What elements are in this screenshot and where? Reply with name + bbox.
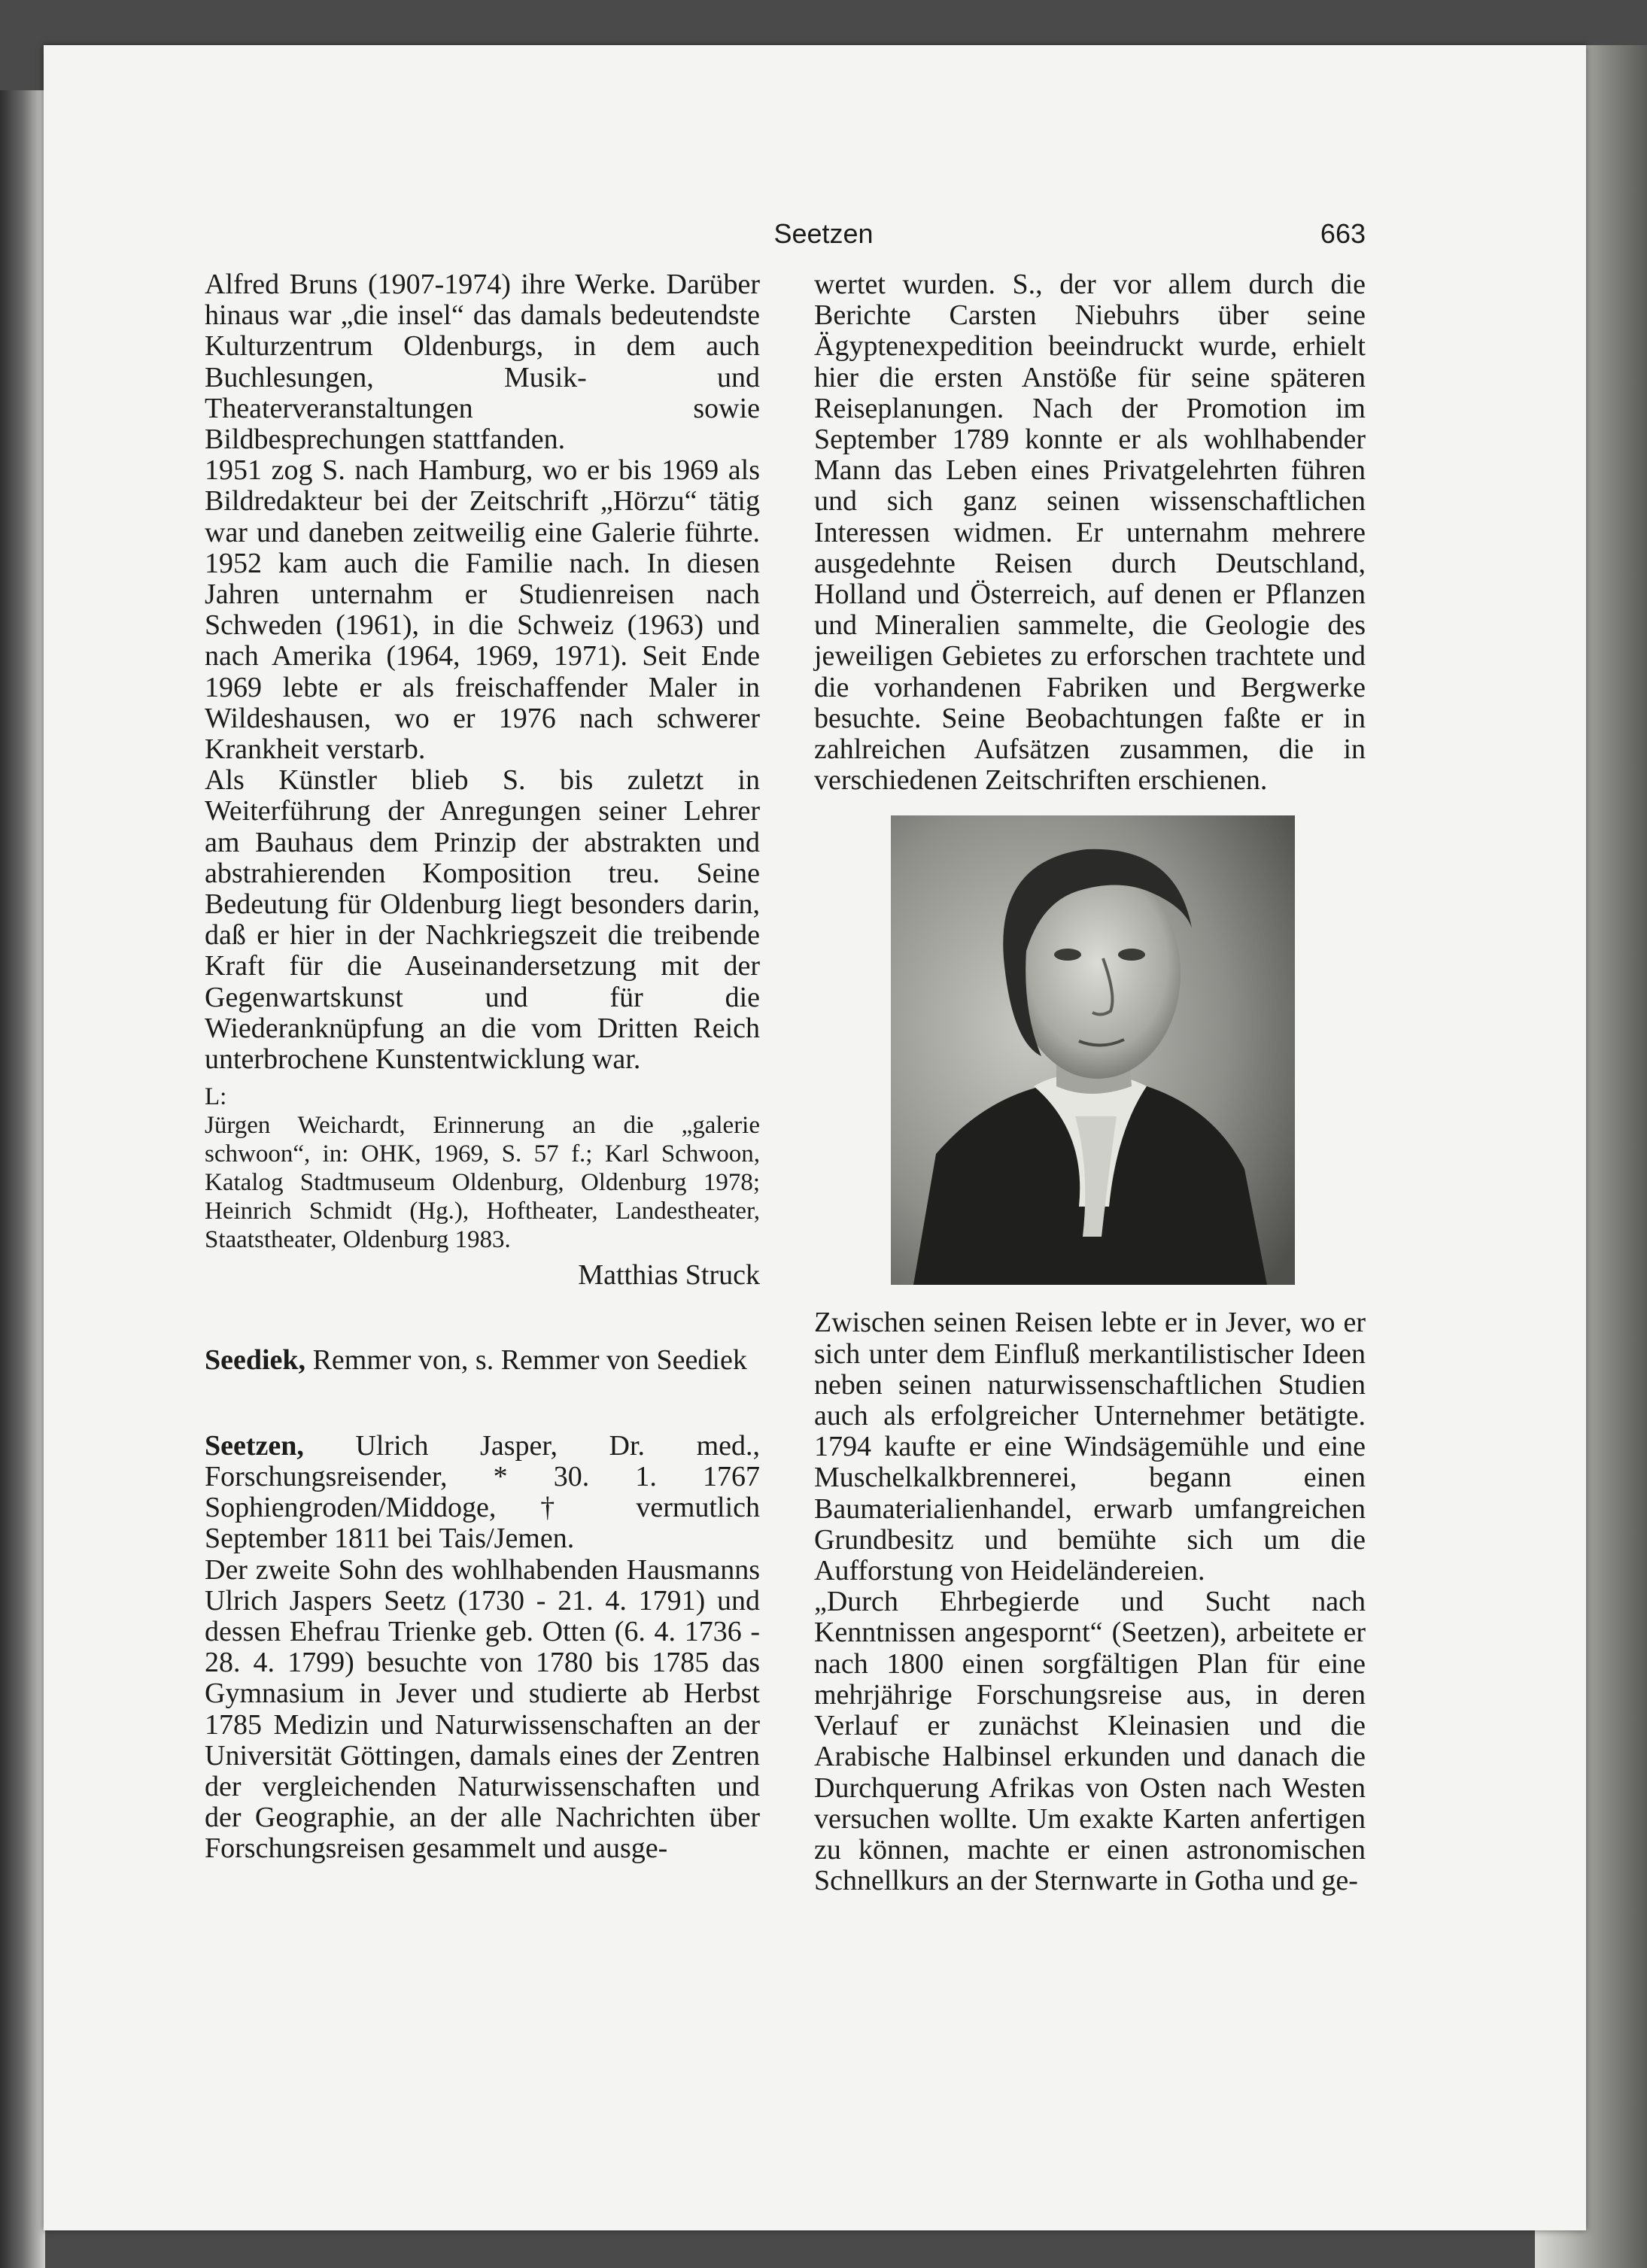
book-spine: [0, 90, 45, 2268]
paragraph: 1951 zog S. nach Hamburg, wo er bis 1969 als Bildredakteur bei der Zeitschrift „Hörzu“ tätig war und daneben zeitweilig eine Galerie führte. 1952 kam auch die Familie nach. In diesen Jahren unternahm er Studienreisen nach Schweden (1961), in die Schweiz (1963) und nach Amerika (1964, 1969, 1971). Seit Ende 1969 lebte er als freischaffender Maler in Wildeshausen, wo er 1976 nach schwerer Krankheit verstarb.: [205, 454, 760, 766]
paragraph: Alfred Bruns (1907-1974) ihre Werke. Darüber hinaus war „die insel“ das damals bedeutendste Kulturzentrum Oldenburgs, in dem auch Buchlesungen, Musik- und Theaterveranstaltungen sowie Bildbesprechungen stattfanden.: [205, 269, 760, 456]
entry-headword: Seetzen,: [205, 1429, 304, 1462]
literature-text: Jürgen Weichardt, Erinnerung an die „galerie schwoon“, in: OHK, 1969, S. 57 f.; Karl Schwoon, Katalog Stadtmuseum Oldenburg, Oldenburg 1978; Heinrich Schmidt (Hg.), Hoftheater, Landestheater, Staatstheater, Oldenburg 1983.: [205, 1112, 760, 1254]
author-signature: Matthias Struck: [578, 1259, 760, 1292]
literature-label: L:: [205, 1083, 227, 1111]
paragraph: Als Künstler blieb S. bis zuletzt in Weiterführung der Anregungen seiner Lehrer am Bauhaus dem Prinzip der abstrakten und abstrahierenden Komposition treu. Seine Bedeutung für Oldenburg liegt besonders darin, daß er hier in der Nachkriegszeit die treibende Kraft für die Auseinandersetzung mit der Gegenwartskunst und für die Wiederanknüpfung an die vom Dritten Reich unterbrochene Kunstentwicklung war.: [205, 764, 760, 1076]
entry-text: Ulrich Jasper, Dr. med., Forschungsreisender, * 30. 1. 1767 Sophiengroden/Middoge, † vermutlich September 1811 bei Tais/Jemen.: [205, 1429, 760, 1555]
running-header: Seetzen: [773, 218, 874, 249]
entry-text: Remmer von, s. Remmer von Seediek: [305, 1344, 747, 1377]
paragraph: Der zweite Sohn des wohlhabenden Hausmanns Ulrich Jaspers Seetz (1730 - 21. 4. 1791) und dessen Ehefrau Trienke geb. Otten (6. 4. 1736 - 28. 4. 1799) besuchte von 1780 bis 1785 das Gymnasium in Jever und studierte ab Herbst 1785 Medizin und Naturwissenschaften an der Universität Göttingen, damals eines der Zentren der vergleichenden Naturwissenschaften und der Geographie, an der alle Nachrichten über Forschungsreisen gesammelt und ausge-: [205, 1553, 760, 1865]
entry-seetzen: [205, 1431, 760, 1555]
entry-seediek: [205, 1345, 760, 1376]
portrait-image: [891, 815, 1295, 1285]
left-column: [205, 269, 760, 1865]
paragraph: „Durch Ehrbegierde und Sucht nach Kenntnissen angespornt“ (Seetzen), arbeitete er nach 1800 einen sorgfältigen Plan für eine mehrjährige Forschungsreise aus, in deren Verlauf er zunächst Kleinasien und die Arabische Halbinsel erkunden und danach die Durchquerung Afrikas von Osten nach Westen versuchen wollte. Um exakte Karten anfertigen zu können, machte er einen astronomischen Schnellkurs an der Sternwarte in Gotha und ge-: [814, 1586, 1366, 1897]
paragraph: wertet wurden. S., der vor allem durch die Berichte Carsten Niebuhrs über seine Ägyptenexpedition beeindruckt wurde, erhielt hier die ersten Anstöße für seine späteren Reiseplanungen. Nach der Promotion im September 1789 konnte er als wohlhabender Mann das Leben eines Privatgelehrten führen und sich ganz seinen wissenschaftlichen Interessen widmen. Er unternahm mehrere ausgedehnte Reisen durch Deutschland, Holland und Österreich, auf denen er Pflanzen und Mineralien sammelte, die Geologie des jeweiligen Gebietes zu erforschen trachtete und die vorhandenen Fabriken und Bergwerke besuchte. Seine Beobachtungen faßte er in zahlreichen Aufsätzen zusammen, die in verschiedenen Zeitschriften erschienen.: [814, 269, 1366, 797]
page-number: 663: [1320, 218, 1366, 249]
paragraph: Zwischen seinen Reisen lebte er in Jever, wo er sich unter dem Einfluß merkantilistischer Ideen neben seinen naturwissenschaftlichen Studien auch als erfolgreicher Unternehmer betätigte. 1794 kaufte er eine Windsägemühle und eine Muschelkalkbrennerei, begann einen Baumaterialienhandel, erwarb umfangreichen Grundbesitz und bemühte sich um die Aufforstung von Heideländereien.: [814, 1307, 1366, 1587]
right-column: [814, 269, 1366, 1896]
entry-headword: Seediek,: [205, 1344, 306, 1377]
